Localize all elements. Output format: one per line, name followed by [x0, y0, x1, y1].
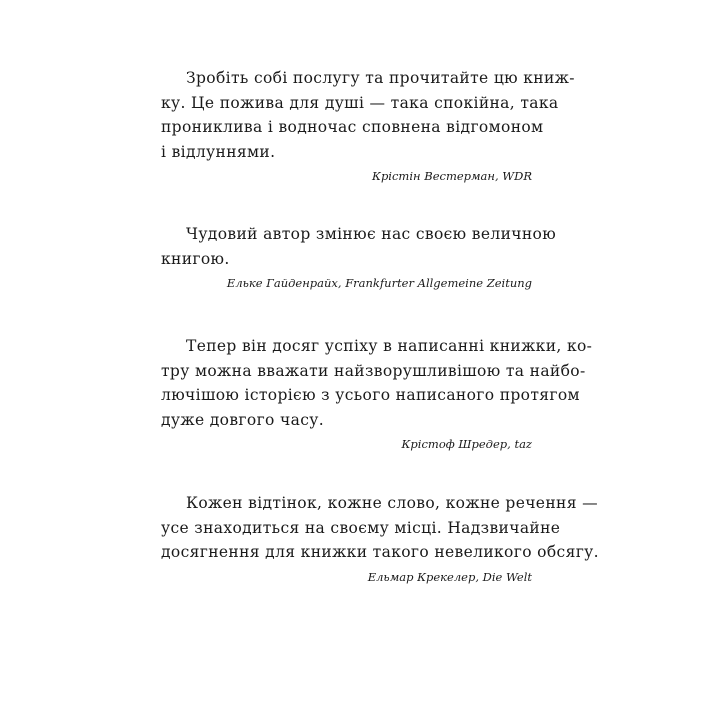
review-quote [161, 222, 557, 290]
quote-line: проникливa і водночас сповнена відгомоном [161, 118, 544, 136]
review-quote [161, 334, 593, 451]
quote-attribution: Крістоф Шредер, taz [401, 437, 532, 451]
quote-line: книгою. [161, 249, 230, 268]
quote-line: і відлуннями. [161, 142, 276, 161]
quote-line: Чудовий автор змінює нас своєю величною [186, 225, 557, 243]
quote-line: Зробіть собі послугу та прочитайте цю книж- [186, 69, 575, 87]
review-quote [161, 491, 599, 584]
quote-line: ку. Це пожива для душі — така спокійна, така [161, 93, 559, 112]
quote-line: дуже довгого часу. [161, 410, 324, 429]
quote-attribution: Ельмар Крекелер, Die Welt [367, 569, 532, 584]
review-quote [161, 66, 575, 183]
quote-line: досягнення для книжки такого невеликого обсягу. [161, 543, 599, 561]
quote-line: тру можна вважати найзворушливішою та найбо- [161, 361, 586, 380]
quote-line: усе знаходиться на своєму місці. Надзвичайне [161, 518, 561, 537]
quote-line: Тепер він досяг успіху в написанні книжки, ко- [186, 337, 593, 355]
quote-line: Кожен відтінок, кожне слово, кожне речення — [186, 494, 598, 512]
quote-line: лючішою історією з усього написаного протягом [161, 386, 580, 404]
quote-attribution: Ельке Гайденрайх, Frankfurter Allgemeine Zeitung [226, 276, 532, 290]
quote-attribution: Крістін Вестерман, WDR [372, 169, 532, 183]
